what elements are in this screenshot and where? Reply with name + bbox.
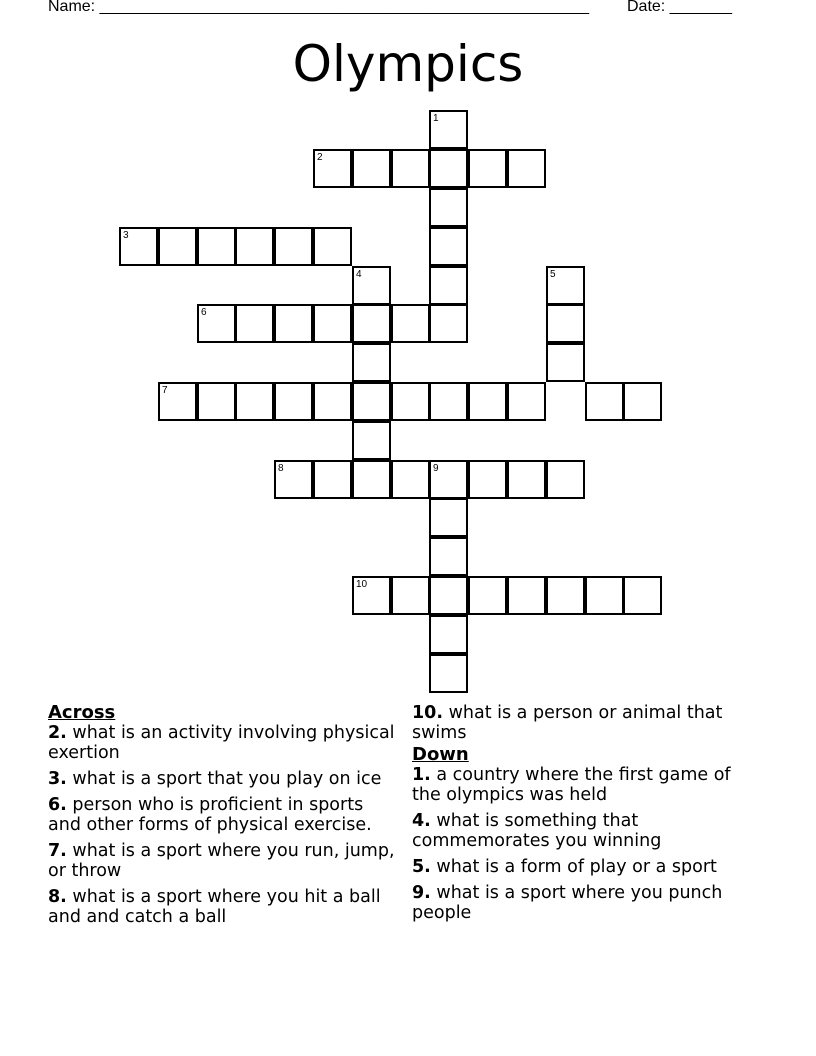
grid-cell[interactable] [352,149,391,188]
name-line: Name: _______________________________________________________ [48,0,589,15]
clues-right-column [412,703,757,929]
grid-cell[interactable] [429,304,468,343]
grid-cell[interactable] [391,382,430,421]
grid-cell[interactable] [468,149,507,188]
clue-number: 7 [162,385,168,396]
grid-cell[interactable] [546,266,585,305]
grid-cell[interactable] [313,149,352,188]
across-heading: Across [48,702,116,723]
grid-cell[interactable] [391,460,430,499]
grid-cell[interactable] [313,304,352,343]
clue-number: 1 [433,113,439,124]
grid-cell[interactable] [274,304,313,343]
grid-cell[interactable] [429,266,468,305]
grid-cell[interactable] [274,227,313,266]
grid-cell[interactable] [391,304,430,343]
across-clue-7: 7. what is a sport where you run, jump, or throw [48,841,395,881]
grid-cell[interactable] [429,654,468,693]
grid-cell[interactable] [352,460,391,499]
down-clue-1: 1. a country where the first game of the olympics was held [412,765,731,805]
grid-cell[interactable] [274,382,313,421]
clues-left-column [48,703,398,933]
grid-cell[interactable] [507,149,546,188]
grid-cell[interactable] [235,382,274,421]
grid-cell[interactable] [546,343,585,382]
down-heading: Down [412,744,469,765]
clue-number: 10 [356,579,368,590]
clue-number: 2 [317,152,323,163]
grid-cell[interactable] [546,460,585,499]
date-line: Date: _______ [627,0,732,15]
grid-cell[interactable] [468,382,507,421]
grid-cell[interactable] [429,227,468,266]
grid-cell[interactable] [546,576,585,615]
clue-number: 3 [123,230,129,241]
across-clue-8: 8. what is a sport where you hit a ball and and catch a ball [48,887,381,927]
grid-cell[interactable] [352,382,391,421]
grid-cell[interactable] [429,615,468,654]
grid-cell[interactable] [235,227,274,266]
clue-number: 5 [550,269,556,280]
grid-cell[interactable] [507,576,546,615]
clue-number: 6 [201,307,207,318]
grid-cell[interactable] [429,576,468,615]
grid-cell[interactable] [352,576,391,615]
clue-number: 9 [433,463,439,474]
across-clue-6: 6. person who is proficient in sports and other forms of physical exercise. [48,795,372,835]
grid-cell[interactable] [585,576,624,615]
grid-cell[interactable] [507,460,546,499]
grid-cell[interactable] [429,149,468,188]
page-title: Olympics [292,35,524,93]
grid-cell[interactable] [235,304,274,343]
across-clue-2: 2. what is an activity involving physical exertion [48,723,395,763]
grid-cell[interactable] [391,576,430,615]
grid-cell[interactable] [197,227,236,266]
grid-cell[interactable] [546,304,585,343]
grid-cell[interactable] [352,266,391,305]
grid-cell[interactable] [158,382,197,421]
grid-cell[interactable] [119,227,158,266]
clue-number: 8 [278,463,284,474]
grid-cell[interactable] [197,304,236,343]
grid-cell[interactable] [313,382,352,421]
grid-cell[interactable] [429,498,468,537]
grid-cell[interactable] [352,421,391,460]
grid-cell[interactable] [585,382,624,421]
grid-cell[interactable] [429,382,468,421]
down-clue-4: 4. what is something that commemorates you winning [412,811,662,851]
across-clue-10: 10. what is a person or animal that swims [412,703,723,743]
grid-cell[interactable] [429,188,468,227]
grid-cell[interactable] [313,227,352,266]
grid-cell[interactable] [468,576,507,615]
grid-cell[interactable] [623,576,662,615]
grid-cell[interactable] [429,110,468,149]
clue-number: 4 [356,269,362,280]
grid-cell[interactable] [468,460,507,499]
grid-cell[interactable] [352,343,391,382]
grid-cell[interactable] [274,460,313,499]
grid-cell[interactable] [429,460,468,499]
grid-cell[interactable] [352,304,391,343]
grid-cell[interactable] [197,382,236,421]
down-clue-5: 5. what is a form of play or a sport [412,857,717,877]
grid-cell[interactable] [158,227,197,266]
grid-cell[interactable] [507,382,546,421]
grid-cell[interactable] [623,382,662,421]
across-clue-3: 3. what is a sport that you play on ice [48,769,382,789]
grid-cell[interactable] [391,149,430,188]
down-clue-9: 9. what is a sport where you punch people [412,883,723,923]
grid-cell[interactable] [429,537,468,576]
grid-cell[interactable] [313,460,352,499]
